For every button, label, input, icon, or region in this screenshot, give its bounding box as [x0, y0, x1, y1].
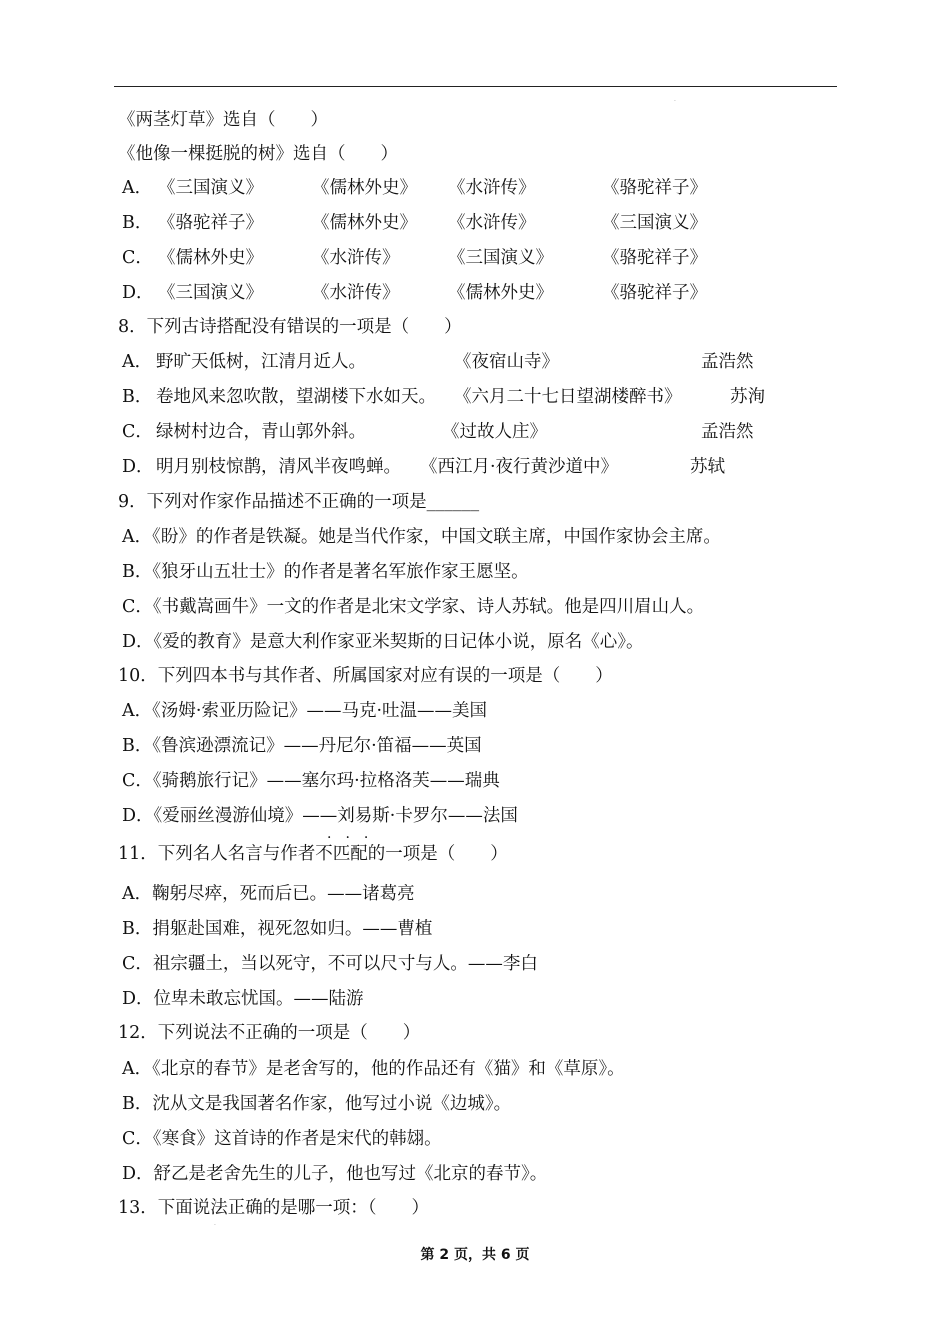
option-cell: 《三国演义》 [602, 213, 707, 233]
option-cell: 《三国演义》 [158, 283, 263, 303]
option-cell: 《骆驼祥子》 [158, 213, 263, 233]
q7-stem-2: 《他像一棵挺脱的树》选自（ ） [118, 144, 398, 164]
option-cell: 《儒林外史》 [158, 248, 263, 268]
q11-option-d: D．位卑未敢忘忧国。——陆游 [122, 989, 364, 1009]
q11-stem: 11．下列名人名言与作者不匹配的一项是（ ） [118, 844, 508, 864]
option-cell: 《儒林外史》 [448, 283, 553, 303]
q11-option-b: B．捐躯赴国难，视死忽如归。——曹植 [122, 919, 433, 939]
q10-option-b: B．《鲁滨逊漂流记》——丹尼尔·笛福——英国 [122, 736, 482, 756]
option-verse: 明月别枝惊鹊，清风半夜鸣蝉。 [156, 457, 401, 477]
q9-option-a: A．《盼》的作者是铁凝。她是当代作家，中国文联主席，中国作家协会主席。 [122, 527, 721, 547]
option-cell: 《骆驼祥子》 [602, 178, 707, 198]
q9-stem: 9．下列对作家作品描述不正确的一项是______ [118, 492, 480, 512]
q12-option-b: B．沈从文是我国著名作家，他写过小说《边城》。 [122, 1094, 512, 1114]
option-title: 《夜宿山寺》 [454, 352, 559, 372]
q13-stem: 13．下面说法正确的是哪一项：（ ） [118, 1198, 430, 1218]
scan-mark: · [674, 98, 676, 105]
option-label: A． [122, 352, 153, 372]
option-cell: 《儒林外史》 [312, 178, 417, 198]
q12-option-a: A．《北京的春节》是老舍写的，他的作品还有《猫》和《草原》。 [122, 1059, 625, 1079]
option-title: 《西江月·夜行黄沙道中》 [420, 457, 619, 477]
option-cell: 《水浒传》 [448, 213, 536, 233]
q11-option-c: C．祖宗疆土，当以死守，不可以尺寸与人。——李白 [122, 954, 538, 974]
option-cell: 《三国演义》 [448, 248, 553, 268]
q12-stem: 12．下列说法不正确的一项是（ ） [118, 1023, 421, 1043]
option-author: 苏洵 [730, 387, 765, 407]
q8-stem: 8．下列古诗搭配没有错误的一项是（ ） [118, 317, 462, 337]
q9-option-b: B．《狼牙山五壮士》的作者是著名军旅作家王愿坚。 [122, 562, 529, 582]
option-cell: 《水浒传》 [448, 178, 536, 198]
emphasis-dots: ··· [327, 830, 383, 846]
option-cell: 《骆驼祥子》 [602, 283, 707, 303]
q10-option-d: D．《爱丽丝漫游仙境》——刘易斯·卡罗尔——法国 [122, 806, 518, 826]
option-verse: 野旷天低树，江清月近人。 [156, 352, 366, 372]
option-label: D． [122, 283, 154, 303]
page-footer: 第 2 页，共 6 页 [420, 1247, 530, 1263]
option-label: D． [122, 457, 154, 477]
q7-stem-1: 《两茎灯草》选自（ ） [118, 110, 328, 130]
option-cell: 《水浒传》 [312, 283, 400, 303]
option-verse: 卷地风来忽吹散，望湖楼下水如天。 [156, 387, 436, 407]
q12-option-c: C．《寒食》这首诗的作者是宋代的韩翃。 [122, 1129, 442, 1149]
option-author: 孟浩然 [701, 352, 754, 372]
scan-mark: · [214, 1222, 216, 1229]
q12-option-d: D．舒乙是老舍先生的儿子，他也写过《北京的春节》。 [122, 1164, 548, 1184]
option-label: B． [122, 387, 153, 407]
option-label: C． [122, 422, 153, 442]
option-cell: 《水浒传》 [312, 248, 400, 268]
option-label: A． [122, 178, 153, 198]
option-author: 苏轼 [690, 457, 725, 477]
option-title: 《六月二十七日望湖楼醉书》 [454, 387, 682, 407]
q9-option-c: C．《书戴嵩画牛》一文的作者是北宋文学家、诗人苏轼。他是四川眉山人。 [122, 597, 705, 617]
q10-option-c: C．《骑鹅旅行记》——塞尔玛·拉格洛芙——瑞典 [122, 771, 500, 791]
option-author: 孟浩然 [701, 422, 754, 442]
q10-stem: 10．下列四本书与其作者、所属国家对应有误的一项是（ ） [118, 666, 613, 686]
option-label: C． [122, 248, 153, 268]
option-label: B． [122, 213, 153, 233]
option-cell: 《骆驼祥子》 [602, 248, 707, 268]
header-rule [114, 86, 837, 87]
q11-option-a: A．鞠躬尽瘁，死而后已。——诸葛亮 [122, 884, 415, 904]
option-cell: 《三国演义》 [158, 178, 263, 198]
option-title: 《过故人庄》 [442, 422, 547, 442]
q9-option-d: D．《爱的教育》是意大利作家亚米契斯的日记体小说，原名《心》。 [122, 632, 644, 652]
option-cell: 《儒林外史》 [312, 213, 417, 233]
option-verse: 绿树村边合，青山郭外斜。 [156, 422, 366, 442]
q10-option-a: A．《汤姆·索亚历险记》——马克·吐温——美国 [122, 701, 488, 721]
